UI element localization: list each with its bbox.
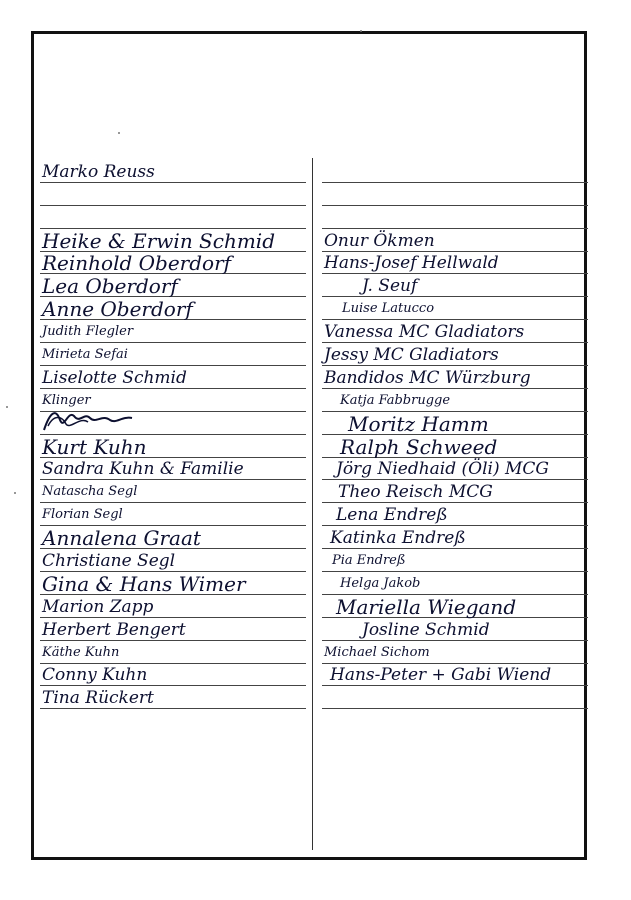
signature-line: [40, 618, 306, 641]
handwritten-signature: Lena Endreß: [336, 505, 448, 526]
handwritten-signature: Annalena Graat: [42, 526, 201, 551]
signature-line: [322, 572, 588, 595]
handwritten-signature: Mariella Wiegand: [336, 594, 517, 619]
signature-line: [40, 412, 306, 435]
handwritten-signature: Klinger: [42, 392, 91, 408]
signature-line: [40, 595, 306, 618]
handwritten-signature: Bandidos MC Würzburg: [324, 367, 531, 388]
signature-line: [322, 389, 588, 412]
signature-line: [40, 320, 306, 343]
signature-line: [40, 229, 306, 252]
handwritten-signature: Kurt Kuhn: [42, 434, 147, 459]
handwritten-signature: Käthe Kuhn: [42, 644, 120, 660]
handwritten-signature: Heike & Erwin Schmid: [42, 228, 276, 253]
signature-line: [322, 549, 588, 572]
handwritten-signature: Pia Endreß: [332, 553, 406, 569]
handwritten-signature: Moritz Hamm: [348, 411, 489, 436]
signature-line: [40, 183, 306, 206]
signature-line: [40, 526, 306, 549]
handwritten-signature: Jörg Niedhaid (Öli) MCG: [336, 459, 549, 480]
signature-line: [40, 549, 306, 572]
signature-line: [322, 503, 588, 526]
handwritten-signature: Sandra Kuhn & Familie: [42, 459, 244, 480]
handwritten-signature: Hans-Josef Hellwald: [324, 253, 499, 274]
scan-speck: [14, 492, 16, 494]
signature-line: [40, 160, 306, 183]
signature-line: [40, 252, 306, 275]
right-signature-column: [322, 160, 588, 709]
handwritten-signature: Tina Rückert: [42, 688, 154, 709]
handwritten-signature: Hans-Peter + Gabi Wiend: [330, 665, 552, 686]
handwritten-signature: Ralph Schweed: [340, 434, 498, 459]
signature-line: [322, 526, 588, 549]
signature-line: [322, 297, 588, 320]
handwritten-signature: Lea Oberdorf: [42, 274, 178, 299]
signature-line: [322, 366, 588, 389]
handwritten-signature: Katinka Endreß: [330, 528, 466, 549]
handwritten-signature: Luise Latucco: [342, 301, 435, 317]
signature-line: [40, 206, 306, 229]
handwritten-signature: J. Seuf: [362, 276, 418, 297]
signature-line: [40, 366, 306, 389]
handwritten-signature: Herbert Bengert: [42, 619, 186, 640]
handwritten-signature: Florian Segl: [42, 507, 123, 523]
handwritten-signature: Mirieta Sefai: [42, 347, 128, 363]
signature-line: [40, 686, 306, 709]
signature-line: [322, 252, 588, 275]
signature-line: [40, 572, 306, 595]
signature-line: [322, 480, 588, 503]
signature-line: [40, 458, 306, 481]
handwritten-signature: Gina & Hans Wimer: [42, 571, 246, 596]
signature-line: [322, 183, 588, 206]
handwritten-signature: Theo Reisch MCG: [338, 482, 493, 503]
signature-line: [322, 686, 588, 709]
handwritten-signature: Conny Kuhn: [42, 665, 148, 686]
signature-line: [322, 618, 588, 641]
handwritten-signature: Jessy MC Gladiators: [324, 345, 499, 366]
signature-line: [322, 641, 588, 664]
signature-line: [322, 206, 588, 229]
signature-line: [322, 343, 588, 366]
handwritten-signature: Natascha Segl: [42, 484, 138, 500]
signature-line: [322, 160, 588, 183]
scribbled-signature: [40, 406, 140, 434]
signature-line: [40, 664, 306, 687]
handwritten-signature: Onur Ökmen: [324, 230, 435, 251]
column-divider: [312, 158, 313, 850]
signature-line: [322, 458, 588, 481]
signature-line: [322, 274, 588, 297]
signature-line: [40, 343, 306, 366]
scan-speck: [360, 30, 362, 32]
signature-line: [322, 595, 588, 618]
handwritten-signature: Marion Zapp: [42, 596, 154, 617]
handwritten-signature: Marko Reuss: [42, 161, 155, 182]
handwritten-signature: Michael Sichom: [324, 644, 430, 660]
signature-line: [40, 503, 306, 526]
signature-line: [322, 320, 588, 343]
signature-line: [40, 274, 306, 297]
handwritten-signature: Reinhold Oberdorf: [42, 251, 232, 276]
left-signature-column: [40, 160, 306, 709]
signature-line: [40, 480, 306, 503]
signature-line: [40, 297, 306, 320]
handwritten-signature: Liselotte Schmid: [42, 367, 187, 388]
signature-line: [40, 435, 306, 458]
signature-line: [322, 435, 588, 458]
handwritten-signature: Judith Flegler: [42, 324, 134, 340]
signature-line: [322, 412, 588, 435]
handwritten-signature: Anne Oberdorf: [42, 297, 193, 322]
scan-speck: [6, 406, 8, 408]
signature-line: [322, 664, 588, 687]
signature-line: [40, 641, 306, 664]
signature-line: [322, 229, 588, 252]
scan-speck: [118, 132, 120, 134]
handwritten-signature: Christiane Segl: [42, 551, 176, 572]
handwritten-signature: Josline Schmid: [362, 619, 490, 640]
handwritten-signature: Helga Jakob: [340, 575, 421, 591]
handwritten-signature: Vanessa MC Gladiators: [324, 322, 525, 343]
handwritten-signature: Katja Fabbrugge: [340, 392, 451, 408]
